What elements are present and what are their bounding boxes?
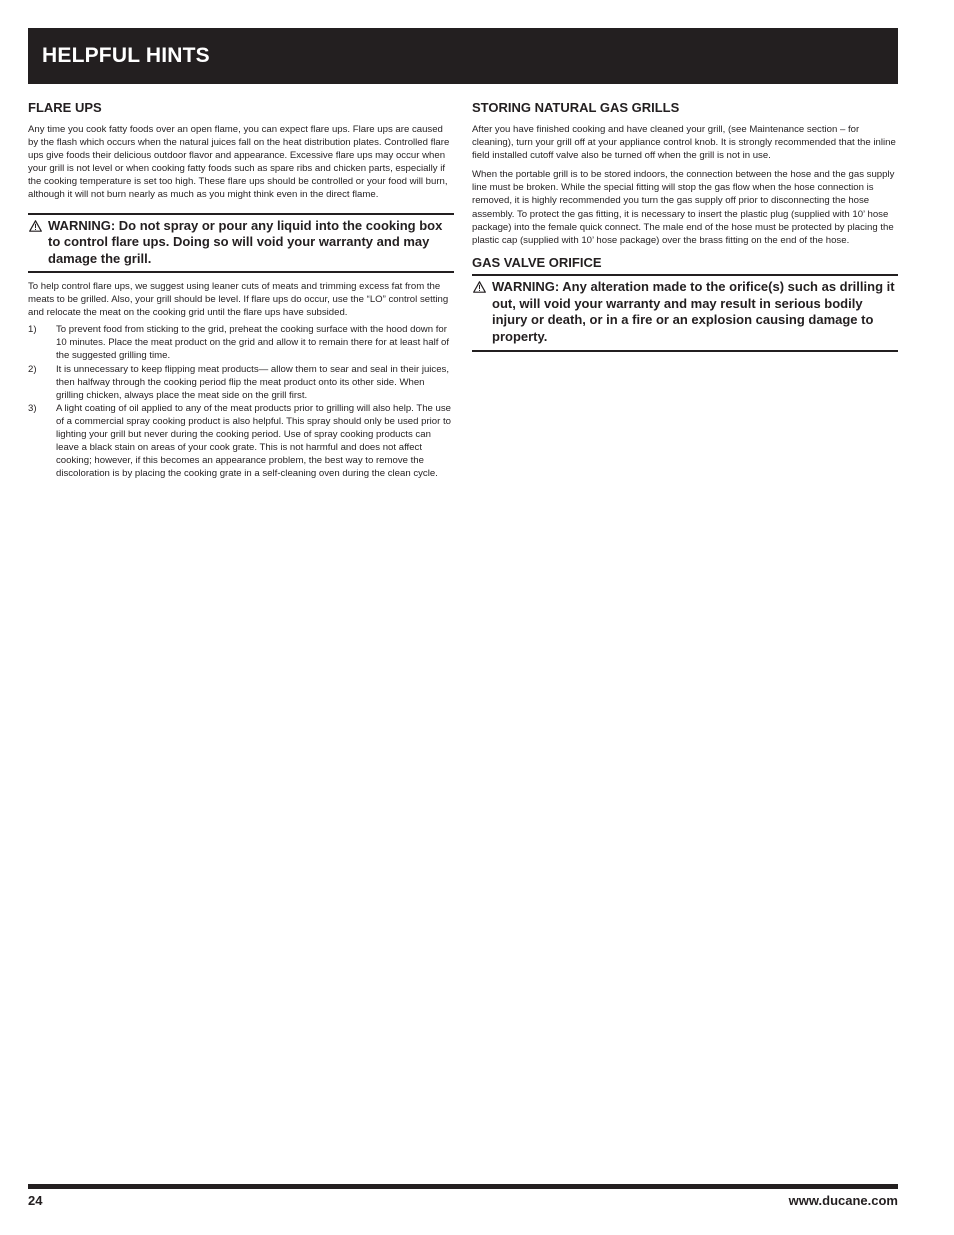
- left-column: [28, 100, 454, 480]
- storing-heading: STORING NATURAL GAS GRILLS: [472, 100, 680, 115]
- list-item-text: To prevent food from sticking to the grid, preheat the cooking surface with the hood down for 10 minutes. Place the meat product on the grid and allow it to remain there for at least half of the suggested grilling time.: [56, 324, 450, 362]
- list-item-number: 1): [28, 324, 37, 336]
- warning-triangle-icon: [473, 281, 486, 293]
- flare-ups-heading: FLARE UPS: [28, 100, 102, 115]
- warning-triangle-icon: [29, 220, 42, 232]
- storing-paragraph-1: After you have finished cooking and have cleaned your grill, (see Maintenance section – for cleaning), turn your grill off at your appliance control knob. It is strongly recommended that the inline field installed cutoff valve also be turned off when the grill is not in use.: [472, 124, 896, 162]
- list-item: [28, 323, 454, 362]
- header-bar: [28, 28, 898, 84]
- flare-ups-warning-text: WARNING: Do not spray or pour any liquid into the cooking box to control flare ups. Doing so will void your warranty and may damage the grill.: [48, 217, 443, 267]
- list-item: [28, 363, 454, 402]
- flare-ups-steps: [28, 323, 454, 480]
- website-link[interactable]: www.ducane.com: [788, 1193, 898, 1208]
- flare-ups-tips-intro: To help control flare ups, we suggest using leaner cuts of meats and trimming excess fat from the meats to be grilled. Also, your grill should be level. If flare ups do occur, use the “LO” control setting and relocate the meat on the cooking grid until the flare ups have subsided.: [28, 280, 449, 319]
- list-item-number: 2): [28, 363, 37, 375]
- footer-rule: [28, 1184, 898, 1189]
- list-item-text: It is unnecessary to keep flipping meat products— allow them to sear and seal in their juices, then halfway through the cooking period flip the meat product onto its other side. When grilling chicken, always place the meat side on the grill first.: [56, 363, 450, 401]
- flare-ups-warning: [28, 213, 454, 273]
- list-item: [28, 402, 454, 481]
- flare-ups-intro: Any time you cook fatty foods over an open flame, you can expect flare ups. Flare ups are caused by the flash which occurs when the natural juices fall on the heat distribution plates. Controlled flare ups give foods their delicious outdoor flavor and appearance. Excessive flare ups may occur when your grill is not level or when cooking fatty foods such as spare ribs and chicken parts, especially if the cooking temperature is set too high. These flare ups should be controlled or your food will burn, although it will not burn nearly as much as you might think even in the direct flame.: [28, 124, 450, 201]
- right-column: [472, 100, 898, 352]
- list-item-number: 3): [28, 402, 37, 414]
- page-number: 24: [28, 1193, 43, 1208]
- storing-paragraph-2: When the portable grill is to be stored indoors, the connection between the hose and the gas supply line must be broken. While the special fitting will stop the gas flow when the hose connection is removed, it is highly recommended you turn the gas supply off prior to disconnecting the hose assembly. To protect the gas fitting, it is necessary to insert the plastic plug (supplied with 10’ hose package) into the female quick connect. The male end of the hose must be protected by placing the plastic cap (supplied with 10’ hose package) over the brass fitting on the end of the hose.: [472, 169, 895, 246]
- orifice-warning-text: WARNING: Any alteration made to the orifice(s) such as drilling it out, will void your warranty and may result in serious bodily injury or death, or in a fire or an explosion causing damage to property.: [492, 278, 895, 345]
- orifice-heading: GAS VALVE ORIFICE: [472, 254, 602, 270]
- page-title: HELPFUL HINTS: [42, 44, 210, 67]
- orifice-warning: [472, 274, 898, 352]
- list-item-text: A light coating of oil applied to any of the meat products prior to grilling will also help. The use of a commercial spray cooking product is also helpful. This spray should only be used prior to lighting your grill but never during the cooking period. Use of spray cooking products can leave a black stain on areas of your cook grate. This is not harmful and does not affect cooking; however, if this becomes an appearance problem, the best way to remove the discoloration is by placing the cooking grate in a self-cleaning oven during the clean cycle.: [56, 402, 451, 480]
